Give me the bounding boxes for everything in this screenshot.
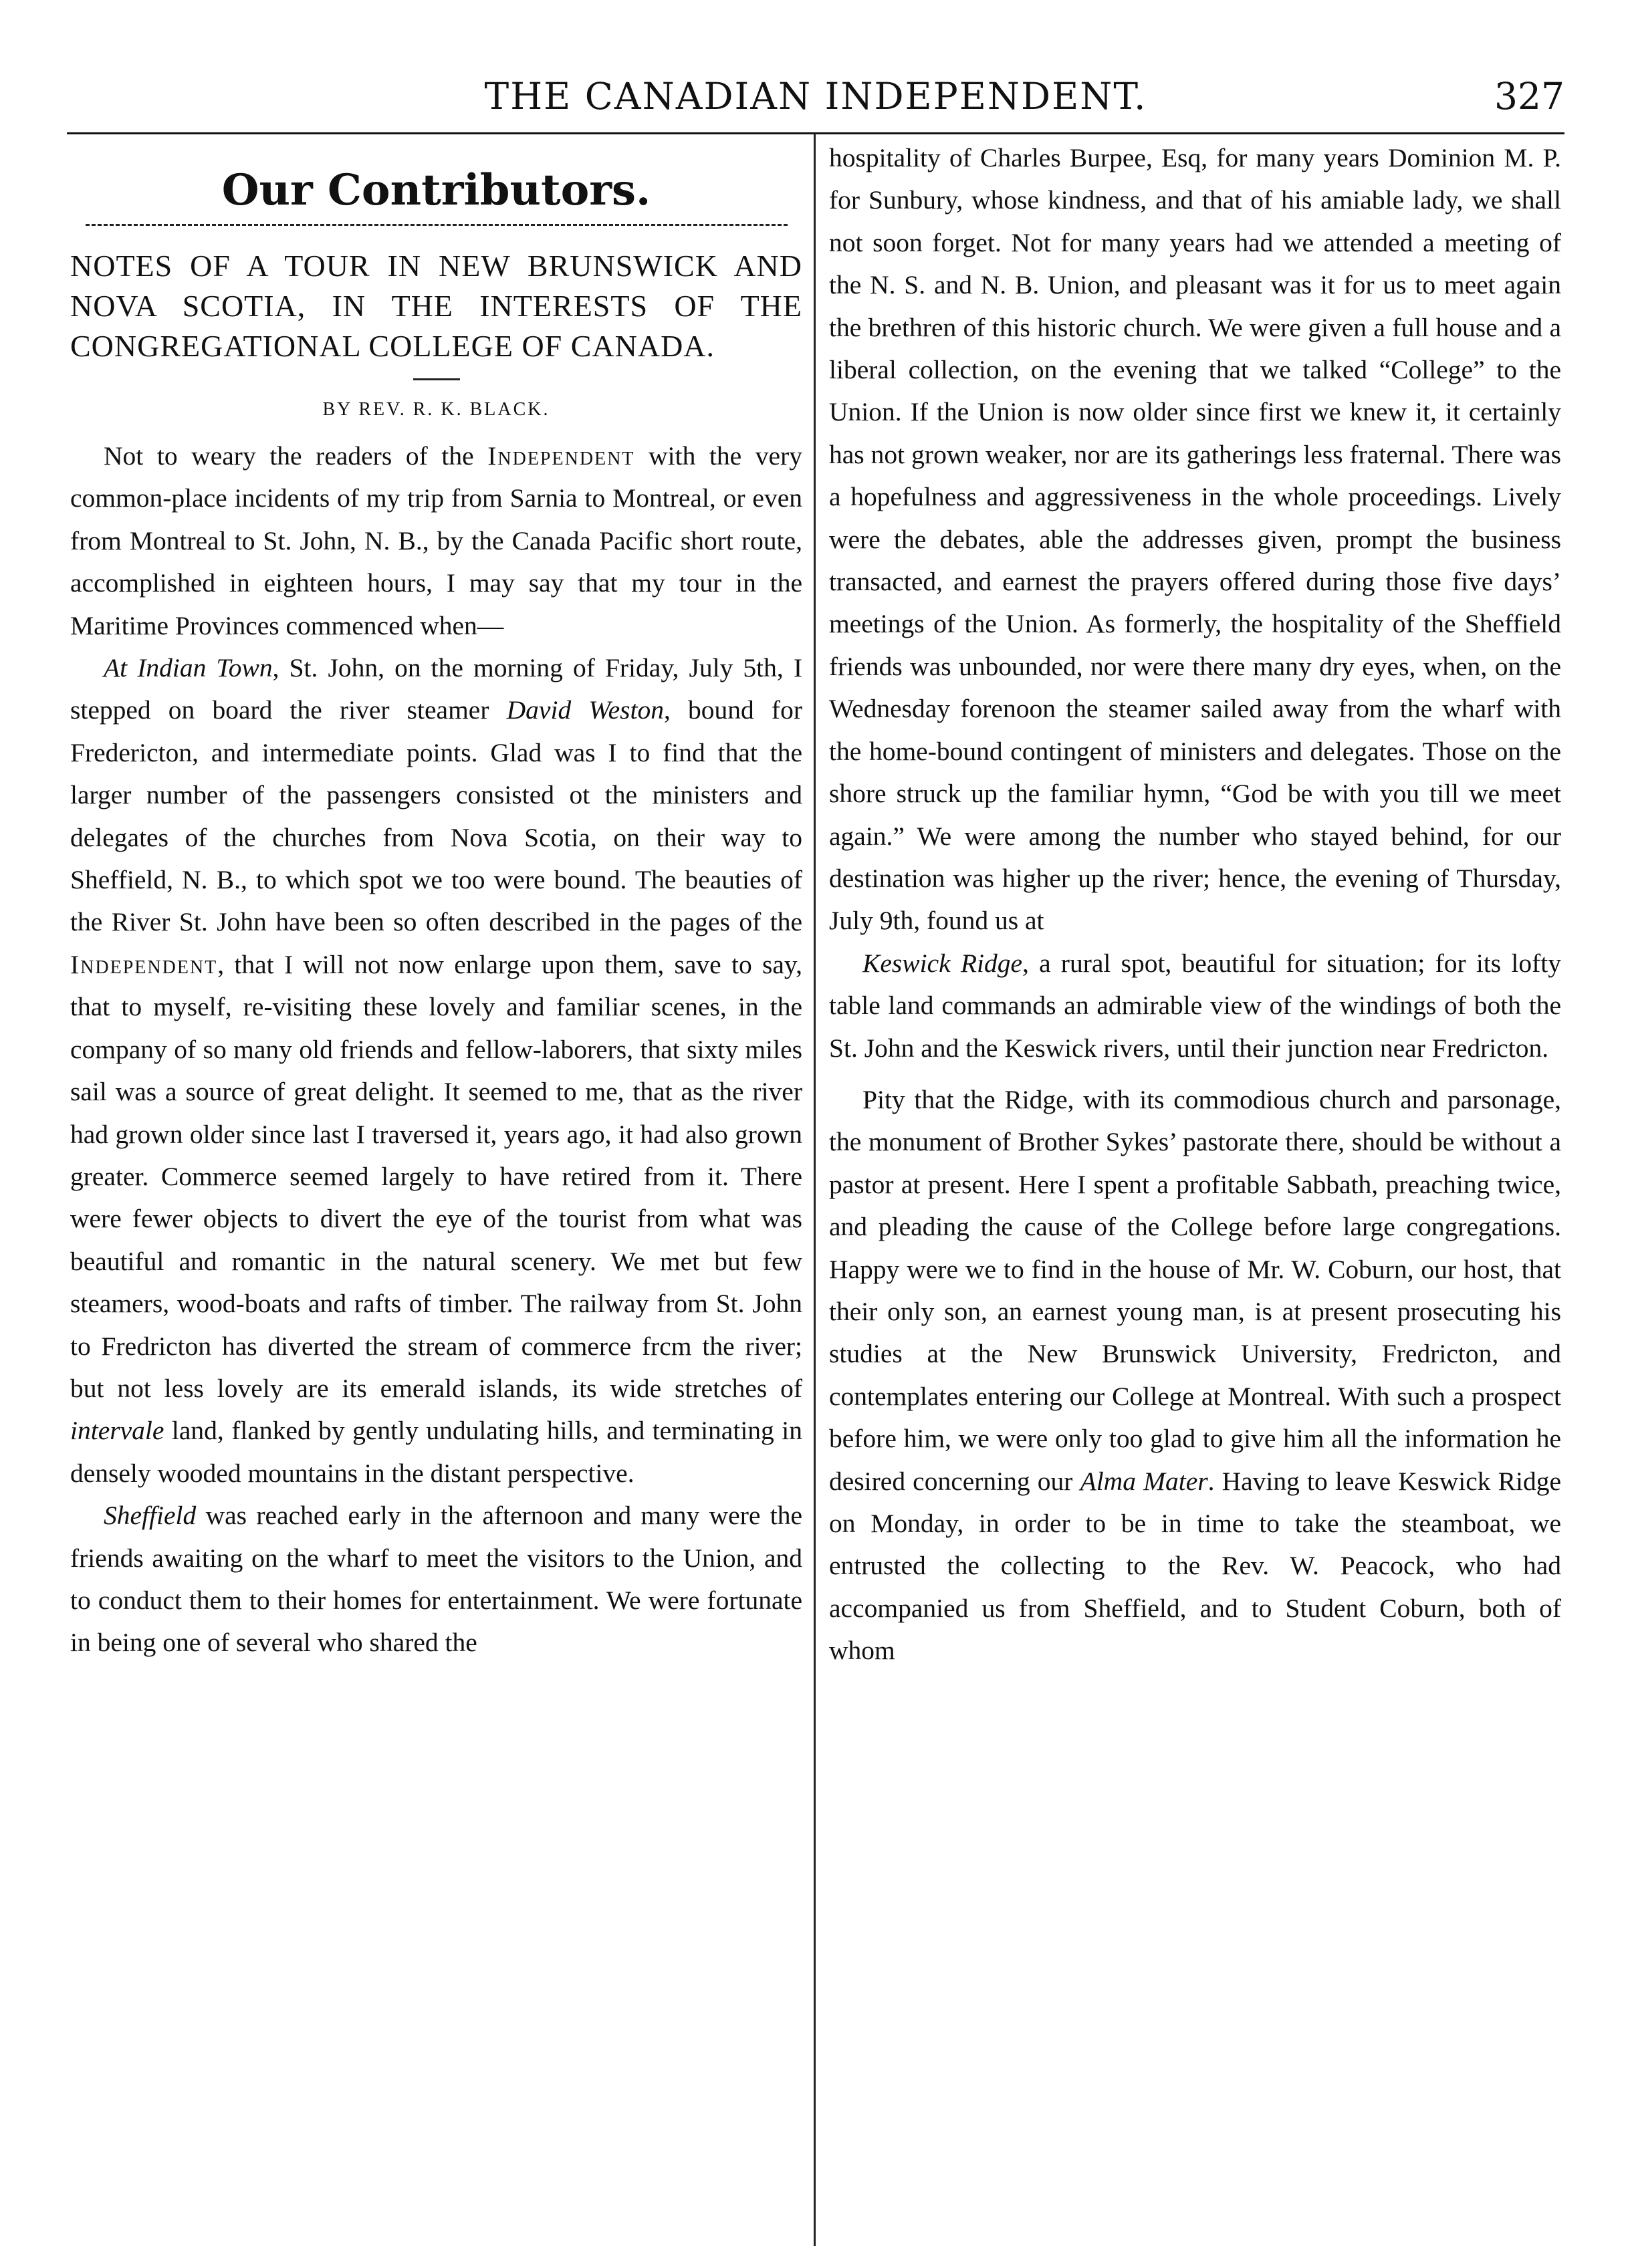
italic-text: Sheffield: [104, 1501, 197, 1531]
smallcaps-text: Independent: [70, 949, 218, 979]
article-title: NOTES OF A TOUR IN NEW BRUNSWICK AND NOVA SCOTIA, IN THE INTERESTS OF THE CONGREGATIONAL COLLEGE OF CANADA.: [70, 249, 802, 363]
running-header: [67, 75, 1564, 122]
paragraph: Not to weary the readers of the Independent with the very common-place incidents of my trip from Sarnia to Montreal, or even from Montreal to St. John, N. B., by the Canada Pacific short route, accomplished in eighteen hours, I may say that my tour in the Maritime Provinces commenced when—: [70, 441, 802, 640]
paragraph: Sheffield was reached early in the afternoon and many were the friends awaiting on the wharf to meet the visitors to the Union, and to conduct them to their homes for entertainment. We were fortunate in being one of several who shared the: [70, 1501, 802, 1658]
paragraph: Pity that the Ridge, with its commodious church and parsonage, the monument of Brother Sykes’ pastorate there, should be without a pastor at present. Here I spent a profitable Sabbath, preaching twice, and pleading the cause of the College before large congregations. Happy were we to find in the house of Mr. W. Coburn, our host, that their only son, an earnest young man, is at present prosecuting his studies at the New Brunswick University, Fredricton, and contemplates entering our College at Montreal. With such a prospect before him, we were only too glad to give him all the information he desired concerning our Alma Mater. Having to leave Keswick Ridge on Monday, in order to be in time to take the steamboat, we entrusted the collecting to the Rev. W. Peacock, who had accompanied us from Sheffield, and to Student Coburn, both of whom: [829, 1084, 1561, 1666]
right-column: [829, 137, 1561, 1672]
italic-text: intervale: [70, 1416, 164, 1446]
byline: BY REV. R. K. BLACK.: [322, 399, 550, 420]
title-rule: [413, 378, 460, 380]
section-heading: Our Contributors.: [221, 165, 651, 215]
italic-text: At Indian Town: [104, 653, 273, 683]
journal-title: THE CANADIAN INDEPENDENT.: [484, 75, 1147, 118]
paragraph: hospitality of Charles Burpee, Esq, for many years Dominion M. P. for Sunbury, whose kindness, and that of his amiable lady, we shall not soon forget. Not for many years had we attended a meeting of the N. S. and N. B. Union, and pleasant was it for us to meet again the brethren of this historic church. We were given a full house and a liberal collection, on the evening that we talked “College” to the Union. If the Union is now older since first we knew it, it certainly has not grown weaker, nor are its gatherings less fraternal. There was a hopefulness and aggressiveness in the whole proceedings. Lively were the debates, able the addresses given, prompt the business transacted, and earnest the prayers offered during those five days’ meetings of the Union. As formerly, the hospitality of the Sheffield friends was unbounded, nor were there many dry eyes, when, on the Wednesday forenoon the steamer sailed away from the wharf with the home-bound contingent of ministers and delegates. Those on the shore struck up the familiar hymn, “God be with you till we meet again.” We were among the number who stayed behind, for our destination was higher up the river; hence, the evening of Thursday, July 9th, found us at: [829, 143, 1561, 936]
smallcaps-text: Independent: [487, 441, 635, 471]
italic-text: Alma Mater: [1080, 1466, 1208, 1496]
paragraph: At Indian Town, St. John, on the morning of Friday, July 5th, I stepped on board the river steamer David Weston, bound for Fredericton, and intermediate points. Glad was I to find that the larger number of the passengers consisted ot the ministers and delegates of the churches from Nova Scotia, on their way to Sheffield, N. B., to which spot we too were bound. The beauties of the River St. John have been so often described in the pages of the Independent, that I will not now enlarge upon them, save to say, that to myself, re-visiting these lovely and familiar scenes, in the company of so many old friends and fellow-laborers, that sixty miles sail was a source of great delight. It seemed to me, that as the river had grown older since last I traversed it, years ago, it had also grown greater. Commerce seemed largely to have retired from it. There were fewer objects to divert the eye of the tourist from what was beautiful and romantic in the natural scenery. We met but few steamers, wood-boats and rafts of timber. The railway from St. John to Fredricton has diverted the stream of commerce frcm the river; but not less lovely are its emerald islands, its wide stretches of intervale land, flanked by gently undulating hills, and terminating in densely wooded mountains in the distant perspective.: [70, 653, 802, 1488]
column-divider: [814, 134, 816, 2246]
left-column: [70, 137, 802, 1664]
italic-text: Keswick Ridge: [862, 948, 1022, 978]
header-rule: [67, 132, 1564, 134]
section-rule: [86, 224, 788, 226]
italic-text: David Weston: [506, 695, 664, 725]
paragraph: Keswick Ridge, a rural spot, beautiful for situation; for its lofty table land commands an admirable view of the windings of both the St. John and the Keswick rivers, until their junction near Fredricton.: [829, 948, 1561, 1063]
page-number: 327: [1494, 75, 1564, 118]
